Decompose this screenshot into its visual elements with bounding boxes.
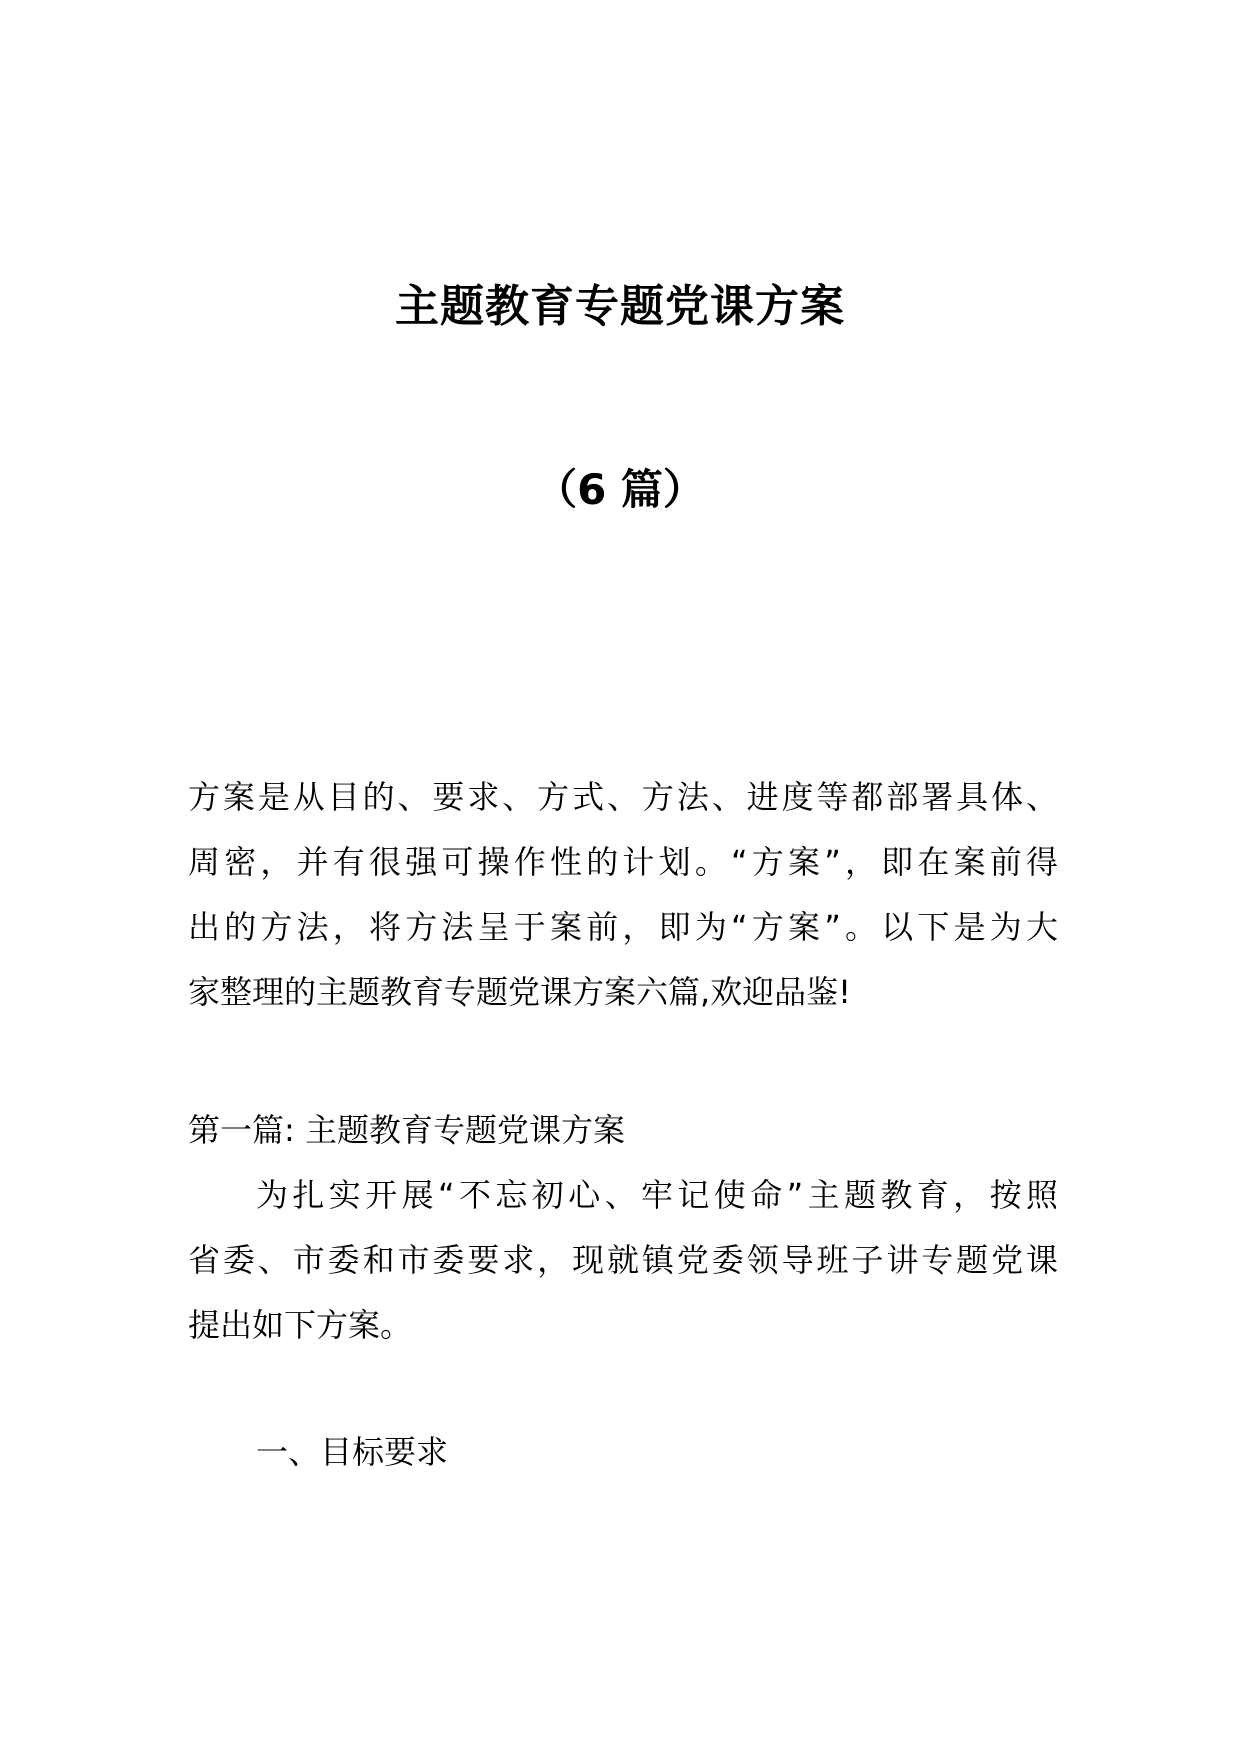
paragraph-line: 省委、市委和市委要求，现就镇党委领导班子讲专题党课 (188, 1241, 1058, 1279)
intro-line: 方案是从目的、要求、方式、方法、进度等都部署具体、 (188, 778, 1058, 816)
section-heading: 第一篇: 主题教育专题党课方案 (188, 1111, 625, 1149)
intro-line: 家整理的主题教育专题党课方案六篇,欢迎品鉴! (188, 973, 852, 1011)
intro-line: 周密，并有很强可操作性的计划。“方案”，即在案前得 (188, 843, 1058, 881)
paragraph-line: 提出如下方案。 (188, 1306, 413, 1344)
section-paragraph (188, 1163, 1058, 1358)
intro-line: 出的方法，将方法呈于案前，即为“方案”。以下是为大 (188, 908, 1058, 946)
document-subtitle: （6 篇） (535, 465, 705, 514)
paragraph-line: 为扎实开展“不忘初心、牢记使命”主题教育，按照 (256, 1176, 1058, 1214)
sub-heading: 一、目标要求 (256, 1433, 449, 1471)
document-title: 主题教育专题党课方案 (395, 281, 845, 332)
intro-paragraph (188, 765, 1058, 1025)
